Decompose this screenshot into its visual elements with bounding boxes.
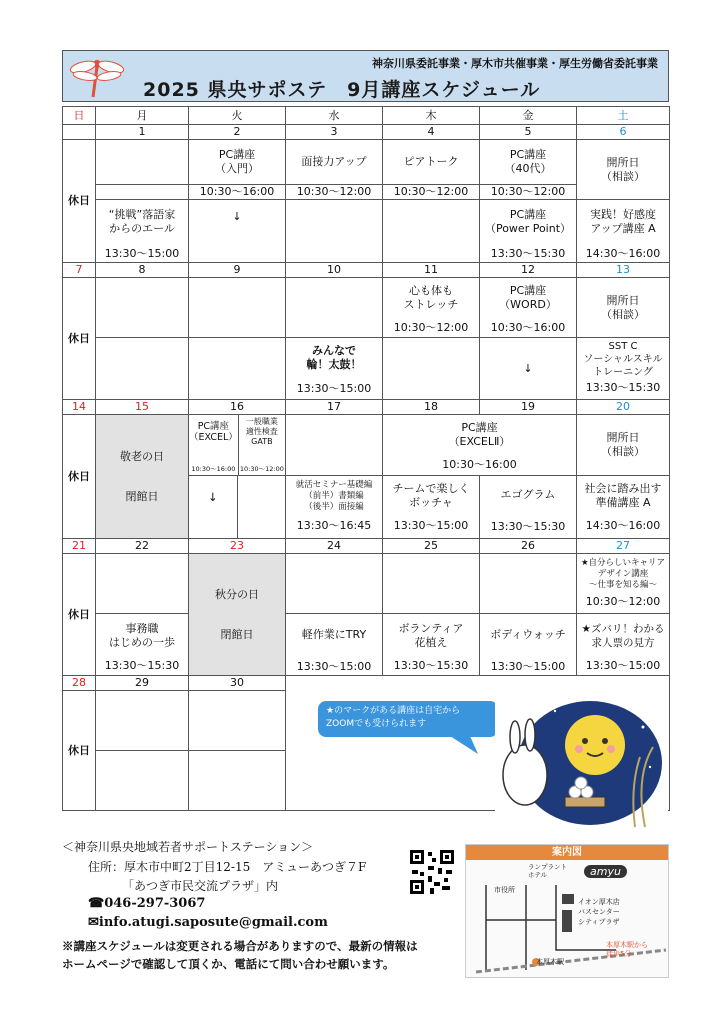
- weekday-tue: 火: [189, 107, 286, 125]
- empty-cell: [480, 676, 577, 691]
- event-title-text: ボランティア 花植え: [398, 622, 464, 649]
- map-title: 案内図: [466, 845, 668, 860]
- date: 10: [286, 263, 383, 278]
- date: 7: [63, 263, 96, 278]
- holiday-name: 敬老の日: [120, 449, 164, 463]
- date: 26: [480, 539, 577, 554]
- closed-day: [189, 554, 286, 676]
- zoom-callout: ★のマークがある講座は自宅から ZOOMでも受けられます: [318, 701, 498, 737]
- date: 14: [63, 400, 96, 415]
- email[interactable]: ✉info.atugi.saposute@gmail.com: [88, 915, 328, 930]
- weekday-fri: 金: [480, 107, 577, 125]
- event-title: ↓: [480, 338, 577, 400]
- event-time: 10:30～12:00: [286, 185, 383, 200]
- date: 22: [96, 539, 189, 554]
- closed-day: [96, 415, 189, 539]
- event-cell: [577, 554, 670, 614]
- callout-tail-icon: [440, 736, 480, 756]
- date: 3: [286, 125, 383, 140]
- event-time: 10:30～16:00: [442, 458, 517, 471]
- date: 11: [383, 263, 480, 278]
- map-aeon: イオン厚木店: [578, 898, 620, 906]
- event-title: [577, 476, 670, 539]
- date: 5: [480, 125, 577, 140]
- map-bus: バスセンター: [578, 908, 620, 916]
- event-cell: [96, 751, 189, 811]
- event-cell: [383, 200, 480, 263]
- date: 20: [577, 400, 670, 415]
- date: 28: [63, 676, 96, 691]
- event-title: [383, 476, 480, 539]
- event-time: 13:30～15:30: [490, 520, 566, 533]
- event-time: 14:30～16:00: [585, 247, 661, 260]
- empty-cell: [286, 676, 383, 691]
- event-title: [286, 614, 383, 676]
- header-banner: [62, 50, 669, 102]
- event-cell: [96, 278, 189, 338]
- event-cell: [286, 278, 383, 338]
- date: 4: [383, 125, 480, 140]
- event-cell: [189, 691, 286, 751]
- date: 18: [383, 400, 480, 415]
- event-title-text: 社会に踏み出す 準備講座 A: [584, 482, 662, 509]
- date: 30: [189, 676, 286, 691]
- access-map: [465, 844, 669, 978]
- holiday-label: 休日: [63, 278, 96, 400]
- event-time: 13:30～15:30: [393, 659, 469, 672]
- date: 19: [480, 400, 577, 415]
- event-title: PC講座 （40代）: [480, 140, 577, 185]
- event-title-text: みんなで 輪！太鼓！: [306, 344, 362, 371]
- map-cityplaza: シティプラザ: [578, 918, 620, 926]
- event-time: 10:30～12:00: [393, 321, 469, 334]
- event-title: [577, 614, 670, 676]
- event-title-text: エゴグラム: [500, 488, 556, 501]
- event-title-text: 心も体も ストレッチ: [403, 284, 459, 311]
- weekday-sat: 土: [577, 107, 670, 125]
- event-title: PC講座 （入門）: [189, 140, 286, 185]
- event-time: 13:30～15:00: [296, 660, 372, 673]
- date: 15: [96, 400, 189, 415]
- event-cell: [96, 338, 189, 400]
- event-cell: [189, 751, 286, 811]
- event-cell: [286, 554, 383, 614]
- event-title-text: PC講座 （EXCELⅡ）: [448, 421, 511, 448]
- date: 29: [96, 676, 189, 691]
- event-time: 14:30～16:00: [585, 519, 661, 532]
- map-cityhall: 市役所: [494, 886, 515, 894]
- event-title: 開所日 （相談）: [577, 278, 670, 338]
- holiday-label: 休日: [63, 554, 96, 676]
- event-cell: [383, 554, 480, 614]
- weekday-mon: 月: [96, 107, 189, 125]
- date: 23: [189, 539, 286, 554]
- event-title: [577, 338, 670, 400]
- event-time: 13:30～15:30: [490, 247, 566, 260]
- note-line-2: ホームページで確認して頂くか、電話にて問い合わせ願います。: [62, 957, 395, 971]
- event-time: 13:30～15:00: [104, 247, 180, 260]
- event-title: [383, 415, 577, 476]
- date: 16: [189, 400, 286, 415]
- event-title-text: 就活セミナー基礎編 （前半）書類編 （後半）面接編: [295, 480, 373, 512]
- event-time: 13:30～15:00: [296, 382, 372, 395]
- note-line-1: ※講座スケジュールは変更される場合がありますので、最新の情報は: [62, 939, 418, 953]
- page-title: 2025 県央サポステ 9月講座スケジュール: [143, 79, 541, 101]
- closed-label: 閉館日: [220, 627, 254, 641]
- event-title: [480, 614, 577, 676]
- event-title-text: ★ズバリ！わかる 求人票の見方: [581, 623, 665, 649]
- org-name: ＜神奈川県央地域若者サポートステーション＞: [62, 840, 314, 854]
- event-time: 10:30～12:00: [239, 465, 284, 473]
- event-title: [96, 200, 189, 263]
- building: 「あつぎ市民交流プラザ」内: [122, 879, 279, 893]
- event-title-text: “挑戦”落語家 からのエール: [108, 208, 176, 235]
- date: 13: [577, 263, 670, 278]
- map-station: 本厚木駅: [536, 958, 564, 966]
- date: 6: [577, 125, 670, 140]
- event-title: 開所日 （相談）: [577, 140, 670, 200]
- phone[interactable]: ☎046-297-3067: [88, 896, 206, 911]
- event-title: 面接力アップ: [286, 140, 383, 185]
- event-cell: [96, 554, 189, 614]
- holiday-label: 休日: [63, 415, 96, 539]
- event-title: ↓: [189, 200, 286, 263]
- date: 27: [577, 539, 670, 554]
- event-title: [286, 338, 383, 400]
- empty-cell: [383, 676, 480, 691]
- event-time: 10:30～12:00: [383, 185, 480, 200]
- event-title-text: ★自分らしいキャリア デザイン講座 ～仕事を知る編～: [580, 558, 666, 590]
- event-title: [383, 278, 480, 338]
- event-title-text: 一般職業 適性検査 GATB: [245, 417, 278, 446]
- event-time: 10:30～16:00: [189, 185, 286, 200]
- event-time: 10:30～16:00: [490, 321, 566, 334]
- date: 8: [96, 263, 189, 278]
- empty-cell: [577, 676, 670, 691]
- event-cell: [96, 691, 189, 751]
- event-cell: [480, 554, 577, 614]
- moon-illustration: [495, 697, 668, 829]
- date: 24: [286, 539, 383, 554]
- footer: [62, 836, 669, 1006]
- date: [63, 125, 96, 140]
- event-cell: [383, 338, 480, 400]
- moon-rabbit-icon: [495, 697, 668, 829]
- event-cell: [286, 415, 383, 476]
- closed-label: 閉館日: [125, 489, 159, 503]
- event-title: [96, 614, 189, 676]
- address: 住所：厚木市中町2丁目12-15 アミューあつぎ７F: [88, 860, 367, 874]
- event-title: [480, 278, 577, 338]
- event-time: 13:30～15:00: [393, 519, 469, 532]
- dragonfly-icon: [69, 55, 125, 99]
- qr-code-icon[interactable]: [408, 848, 456, 896]
- event-cell: [189, 338, 286, 400]
- event-title: [480, 200, 577, 263]
- map-brand: amyu: [584, 865, 627, 878]
- event-title-text: 事務職 はじめの一歩: [109, 622, 175, 649]
- event-cell: [189, 415, 286, 476]
- map-hotel: ランプラント ホテル: [528, 863, 567, 879]
- weekday-sun: 日: [63, 107, 96, 125]
- event-cell: [189, 476, 286, 539]
- sponsor-text: 神奈川県委託事業・厚木市共催事業・厚生労働省委託事業: [372, 57, 658, 70]
- event-title-text: チームで楽しく ボッチャ: [392, 482, 470, 509]
- map-drawing: [466, 860, 668, 977]
- event-time: 13:30～15:00: [585, 659, 661, 672]
- holiday-label: 休日: [63, 140, 96, 263]
- event-cell: [189, 278, 286, 338]
- event-cell: [286, 200, 383, 263]
- weekday-wed: 水: [286, 107, 383, 125]
- date: 1: [96, 125, 189, 140]
- event-time: 10:30～12:00: [480, 185, 577, 200]
- event-time: 13:30～15:30: [104, 659, 180, 672]
- date: 25: [383, 539, 480, 554]
- event-title: [480, 476, 577, 539]
- arrow: ↓: [189, 476, 238, 538]
- date: 17: [286, 400, 383, 415]
- event-time: 10:30～12:00: [585, 595, 661, 608]
- event-cell: [286, 476, 383, 539]
- event-time: 13:30～16:45: [296, 519, 372, 532]
- event-title-text: 軽作業にTRY: [301, 628, 367, 641]
- date: 9: [189, 263, 286, 278]
- event-cell: [96, 140, 189, 185]
- date: 21: [63, 539, 96, 554]
- date: 2: [189, 125, 286, 140]
- event-title: [577, 200, 670, 263]
- event-title-text: SST C ソーシャルスキル トレーニング: [583, 341, 663, 378]
- event-time: 13:30～15:00: [490, 660, 566, 673]
- holiday-label: 休日: [63, 691, 96, 811]
- event-title-text: PC講座 （EXCEL）: [189, 421, 238, 443]
- event-title-text: PC講座 （Power Point）: [484, 208, 572, 235]
- event-title-text: ボディウォッチ: [490, 628, 566, 641]
- event-title: [383, 614, 480, 676]
- event-title-text: PC講座 （WORD）: [499, 284, 557, 311]
- event-time: 10:30～16:00: [191, 465, 236, 473]
- event-title-text: 実践！好感度 アップ講座 A: [590, 208, 656, 235]
- holiday-name: 秋分の日: [215, 587, 259, 601]
- map-walk: 本厚木駅から 徒歩5分: [606, 941, 648, 958]
- date: 12: [480, 263, 577, 278]
- event-title: ピアトーク: [383, 140, 480, 185]
- event-time: 13:30～15:30: [585, 381, 661, 394]
- weekday-thu: 木: [383, 107, 480, 125]
- event-title: 開所日 （相談）: [577, 415, 670, 476]
